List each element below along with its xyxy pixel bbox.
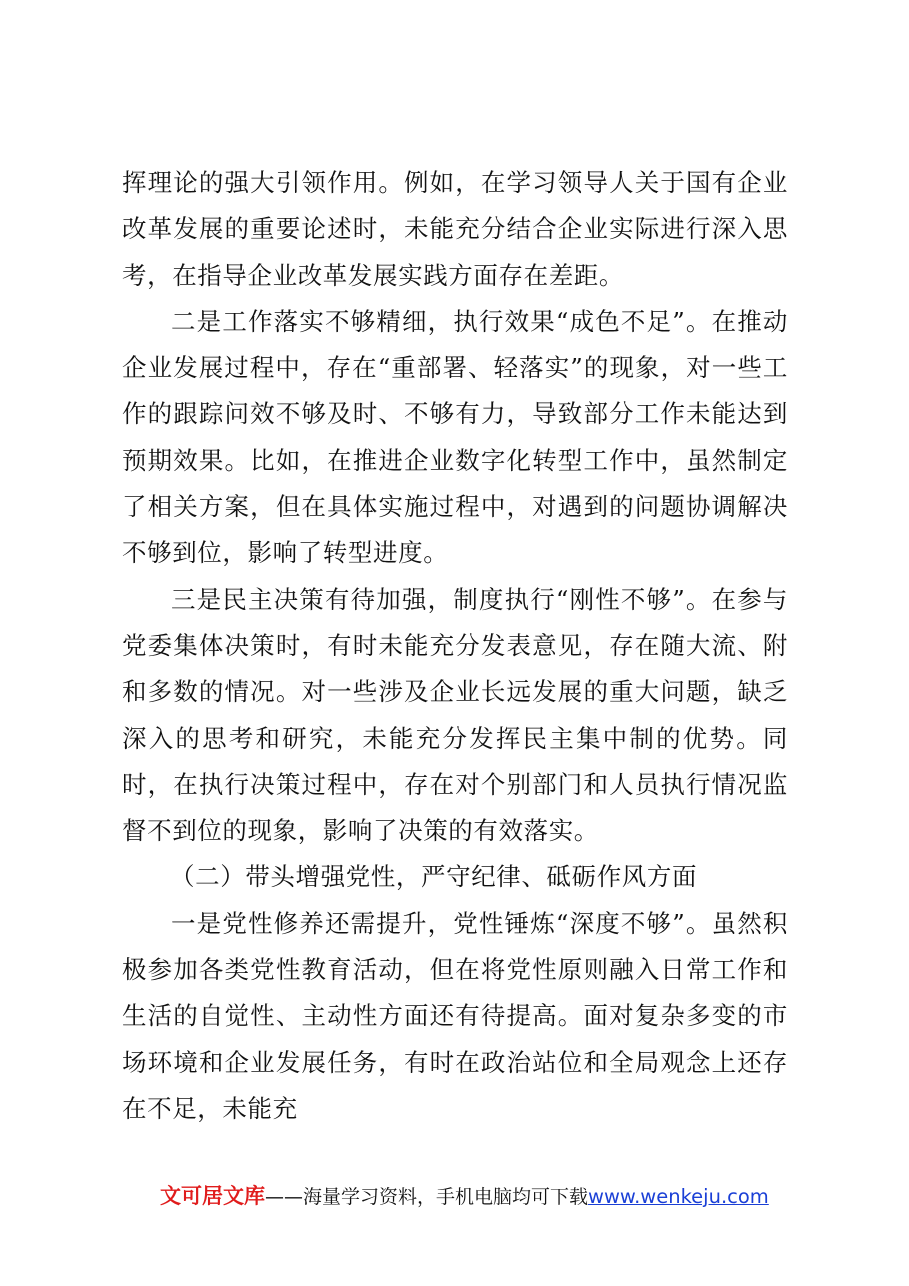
paragraph-work-implementation: 二是工作落实不够精细，执行效果“成色不足”。在推动企业发展过程中，存在“重部署、轻落实”的现象，对一些工作的跟踪问效不够及时、不够有力，导致部分工作未能达到预期效果。比如，在推进企业数字化转型工作中，虽然制定了相关方案，但在具体实施过程中，对遇到的问题协调解决不够到位，影响了转型进度。 [122, 306, 788, 568]
section-heading: （二）带头增强党性，严守纪律、砥砺作风方面 [170, 862, 698, 892]
footer-link[interactable]: www.wenkeju.com [588, 1185, 769, 1208]
footer-slogan: ——海量学习资料，手机电脑均可下载 [265, 1186, 589, 1208]
paragraph-democratic-decision: 三是民主决策有待加强，制度执行“刚性不够”。在参与党委集体决策时，有时未能充分发表意见，存在随大流、附和多数的情况。对一些涉及企业长远发展的重大问题，缺乏深入的思考和研究，未能充分发挥民主集中制的优势。同时，在执行决策过程中，存在对个别部门和人员执行情况监督不到位的现象，影响了决策的有效落实。 [122, 584, 788, 846]
document-body [122, 160, 788, 1132]
paragraph-continuation: 挥理论的强大引领作用。例如，在学习领导人关于国有企业改革发展的重要论述时，未能充分结合企业实际进行深入思考，在指导企业改革发展实践方面存在差距。 [122, 168, 788, 290]
footer-watermark [160, 1181, 769, 1211]
footer-brand: 文可居文库 [160, 1184, 265, 1208]
paragraph-party-spirit: 一是党性修养还需提升，党性锤炼“深度不够”。虽然积极参加各类党性教育活动，但在将党性原则融入日常工作和生活的自觉性、主动性方面还有待提高。面对复杂多变的市场环境和企业发展任务，有时在政治站位和全局观念上还存在不足，未能充 [122, 908, 788, 1123]
